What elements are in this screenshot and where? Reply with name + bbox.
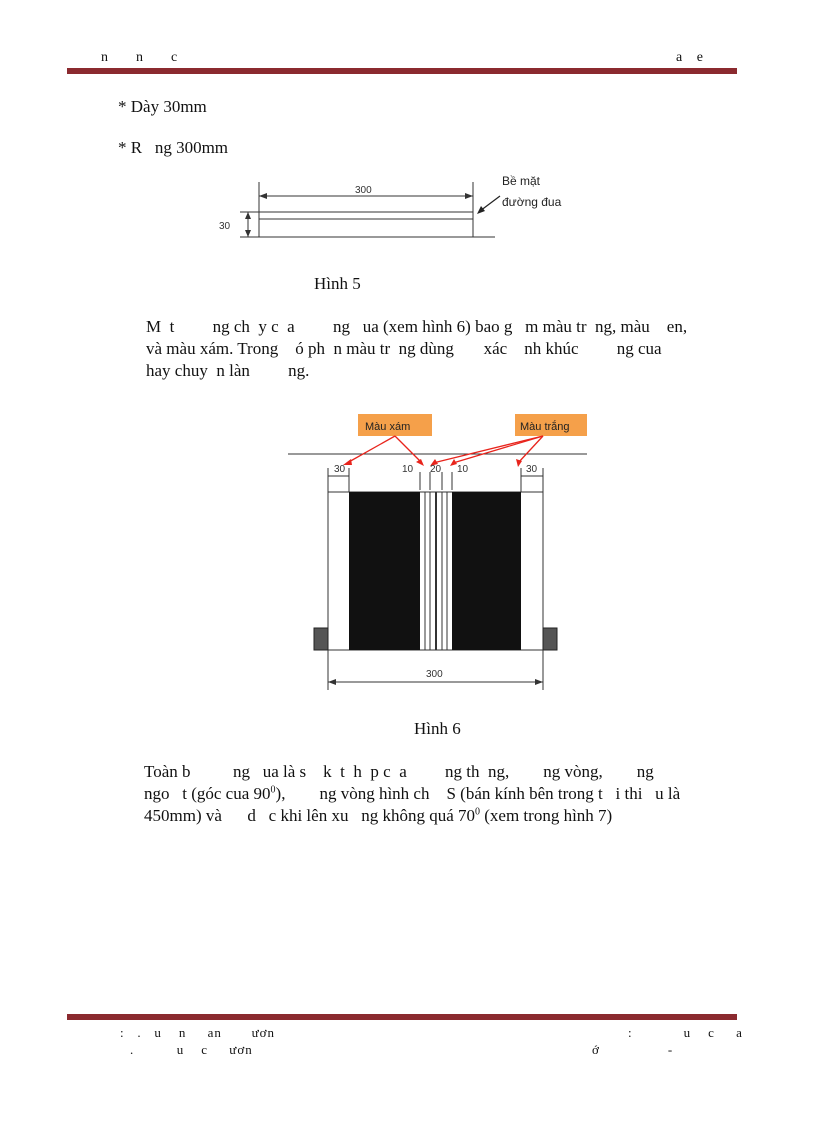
fig6-dim-30-right: 30 (526, 464, 538, 475)
paragraph-line: Toàn b ng ua là s k t h p c a ng th ng, ng vòng, ng (144, 762, 654, 781)
header-rule (67, 68, 737, 74)
footer-row2-left: . u c ươn (130, 1042, 253, 1057)
fig5-surface-label-2: đường đua (502, 195, 562, 209)
fig6-dim-10-right: 10 (457, 464, 469, 475)
fig6-gray-block-right (543, 628, 557, 650)
footer-row1-left: : . u n an ươn (120, 1025, 276, 1040)
paragraph-line: 450mm) và d c khi lên xu ng không quá $70^0$ (xem trong hình 7) (144, 806, 613, 825)
fig5-surface-label-1: Bề mặt (502, 174, 541, 188)
figure-5-diagram (210, 168, 600, 248)
header-right: a e (676, 50, 704, 65)
paragraph-track-shape (144, 761, 736, 827)
fig6-black-lane-right (452, 492, 521, 650)
fig6-dim-20: 20 (430, 464, 442, 475)
header-left: n n c (101, 50, 179, 65)
fig5-width-label: 300 (355, 185, 372, 196)
footer-row1-right: : u c a (628, 1025, 743, 1040)
fig6-gray-block-left (314, 628, 328, 650)
fig6-dim-10-left: 10 (402, 464, 414, 475)
fig6-gray-label: Màu xám (365, 421, 411, 433)
fig5-height-label: 30 (219, 221, 231, 232)
paragraph-line: ngo t (góc cua $90^0$), ng vòng hình ch S (bán kính bên trong t i thi u là (144, 784, 681, 803)
fig6-dim-30-left: 30 (334, 464, 346, 475)
bullet-thickness: * Dày 30mm (118, 97, 207, 116)
figure-6-caption: Hình 6 (414, 719, 461, 738)
figure-6-diagram (285, 410, 595, 690)
fig6-white-label: Màu trắng (520, 421, 570, 433)
figure-5-caption: Hình 5 (314, 274, 361, 293)
footer-rule (67, 1014, 737, 1020)
paragraph-track-colors (146, 316, 738, 382)
paragraph-line: hay chuy n làn ng. (146, 361, 310, 380)
fig6-arrows (347, 436, 543, 463)
paragraph-line: và màu xám. Trong ó ph n màu tr ng dùng xác nh khúc ng cua (146, 339, 662, 358)
bullet-width: * R ng 300mm (118, 138, 229, 157)
fig6-dim-300: 300 (426, 669, 443, 680)
footer-row2-right: ớ - (592, 1042, 674, 1057)
paragraph-line: M t ng ch y c a ng ua (xem hình 6) bao g m màu tr ng, màu en, (146, 317, 688, 336)
fig6-black-lane-left (349, 492, 420, 650)
